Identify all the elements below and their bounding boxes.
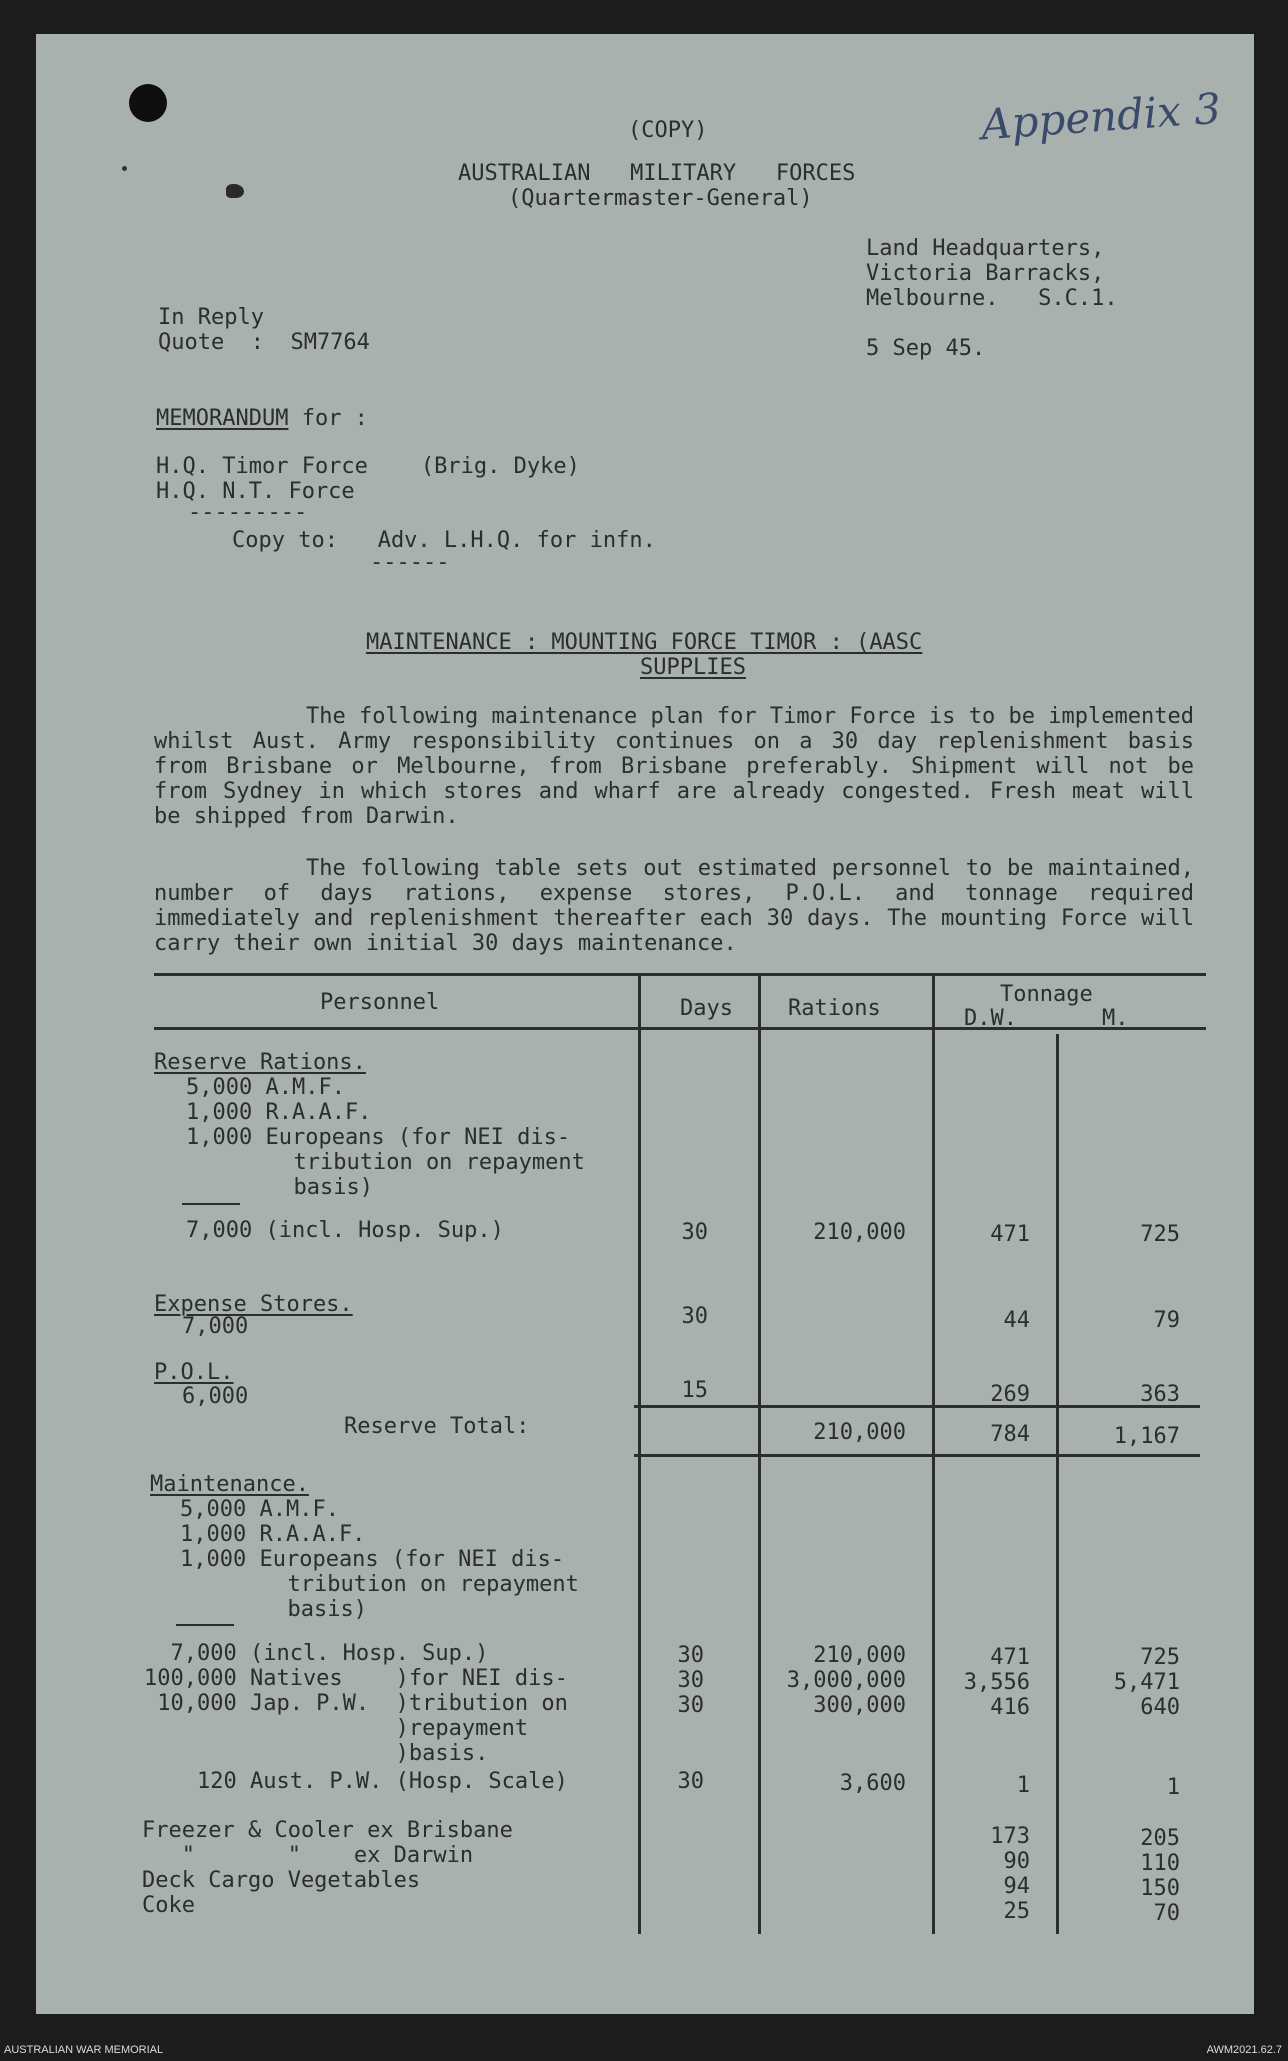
footer-source: AUSTRALIAN WAR MEMORIAL [4,2044,164,2056]
subject-line-1: MAINTENANCE : MOUNTING FORCE TIMOR : (AASC [366,630,923,655]
maintenance-line-3: 1,000 Europeans (for NEI dis- [180,1547,565,1572]
subject-line-2: SUPPLIES [640,655,746,680]
maintenance-row-m: 640 [1140,1695,1180,1720]
maintenance-title: Maintenance. [150,1472,309,1497]
maintenance-line-4: tribution on repayment [261,1572,579,1597]
header-dw: D.W. [964,1006,1017,1031]
punch-hole [129,84,167,122]
maintenance-row-m: 5,471 [1113,1670,1180,1695]
maintenance-row-m: 725 [1140,1645,1180,1670]
reply-label: In Reply [158,305,264,330]
addressee-2: H.Q. N.T. Force [156,479,355,504]
address-line-2: Victoria Barracks, [866,261,1105,286]
column-divider-dw-m [1056,1034,1059,1934]
pol-qty: 6,000 [182,1384,249,1409]
maintenance-row-label: 100,000 Natives )for NEI dis- [144,1666,568,1691]
paragraph-1: The following maintenance plan for Timor Force is to be implemented whilst Aust. Army responsibility continues on a 30 day replenishment basis from Brisbane or Melbourne, from Brisbane preferably. Shipment will not be from Sydney in which stores and wharf are already congested. Fresh meat will be shipped from Darwin. [154,704,1194,829]
organization-title: AUSTRALIAN MILITARY FORCES [458,161,856,186]
reserve-total-rations: 210,000 [813,1420,906,1445]
pw-row-m: 1 [1166,1775,1180,1800]
reserve-dw: 471 [990,1222,1030,1247]
memo-for: for : [288,406,368,431]
maintenance-row-label: 10,000 Jap. P.W. )tribution on [144,1691,568,1716]
freight-row-dw: 90 [1003,1849,1030,1874]
reserve-line-5: basis) [267,1175,373,1200]
reserve-days: 30 [681,1220,708,1245]
ink-blot [226,184,244,198]
reserve-rations-title: Reserve Rations. [154,1050,366,1075]
table-top-rule [154,973,1206,976]
address-line-1: Land Headquarters, [866,236,1105,261]
footer-reference: AWM2021.62.7 [1206,2044,1282,2056]
pol-title: P.O.L. [154,1360,234,1385]
maintenance-row-rations: 300,000 [813,1693,906,1718]
freight-row-m: 205 [1140,1826,1180,1851]
memo-heading [156,406,368,431]
maintenance-row-dw: 471 [990,1645,1030,1670]
copy-label: (COPY) [628,118,708,143]
pw-row-days: 30 [677,1769,704,1794]
maintenance-row-dw: 416 [990,1695,1030,1720]
freight-row-label: " " ex Darwin [142,1843,474,1868]
reserve-total-m: 1,167 [1113,1424,1180,1449]
expense-m: 79 [1153,1308,1180,1333]
header-personnel: Personnel [320,990,440,1015]
freight-row-m: 110 [1140,1851,1180,1876]
branch-title: (Quartermaster-General) [508,186,813,211]
pol-dw: 269 [990,1382,1030,1407]
paragraph-2: The following table sets out estimated personnel to be maintained, number of days rations, expense stores, P.O.L. and tonnage required immediately and replenishment thereafter each 30 days. The mounting Force will carry their own initial 30 days maintenance. [154,856,1194,956]
maintenance-continuation-2: )basis. [144,1741,489,1766]
expense-qty: 7,000 [182,1314,249,1339]
maintenance-row-days: 30 [677,1668,704,1693]
freight-row-label: Coke [142,1893,195,1918]
separator-2: ------ [370,550,450,575]
header-tonnage: Tonnage [1000,982,1093,1007]
freight-row-label: Freezer & Cooler ex Brisbane [142,1818,513,1843]
maintenance-row-rations: 210,000 [813,1643,906,1668]
freight-row-dw: 25 [1003,1899,1030,1924]
maintenance-line-1: 5,000 A.M.F. [180,1497,339,1522]
memo-date: 5 Sep 45. [866,336,986,361]
separator-1: --------- [188,500,308,525]
column-divider-rations [758,974,761,1934]
reserve-line-4: tribution on repayment [267,1150,585,1175]
pol-days: 15 [681,1378,708,1403]
pw-row-rations: 3,600 [839,1771,906,1796]
reserve-line-1: 5,000 A.M.F. [186,1075,345,1100]
reserve-total-dw: 784 [990,1422,1030,1447]
freight-row-m: 150 [1140,1876,1180,1901]
ink-dot [122,166,127,171]
reserve-line-2: 1,000 R.A.A.F. [186,1100,372,1125]
addressee-1: H.Q. Timor Force (Brig. Dyke) [156,454,580,479]
reserve-total-bottom-rule [634,1454,1200,1457]
freight-row-m: 70 [1153,1901,1180,1926]
reserve-line-3: 1,000 Europeans (for NEI dis- [186,1125,571,1150]
document-page [36,34,1254,2014]
maintenance-line-5: basis) [261,1597,367,1622]
expense-dw: 44 [1003,1308,1030,1333]
maintenance-row-label: 7,000 (incl. Hosp. Sup.) [144,1641,489,1666]
pw-row-dw: 1 [1016,1773,1030,1798]
pol-m: 363 [1140,1382,1180,1407]
memo-label: MEMORANDUM [156,406,289,431]
sum-rule [176,1624,234,1626]
column-divider-tonnage [932,974,935,1934]
maintenance-continuation-1: )repayment [144,1716,529,1741]
maintenance-row-days: 30 [677,1693,704,1718]
header-days: Days [680,996,733,1021]
reply-reference: Quote : SM7764 [158,330,370,355]
copy-to-line: Copy to: Adv. L.H.Q. for infn. [232,528,656,553]
reserve-m: 725 [1140,1222,1180,1247]
reserve-total-row-label: Reserve Total: [344,1414,530,1439]
address-line-3: Melbourne. S.C.1. [866,286,1118,311]
header-rations: Rations [788,996,881,1021]
maintenance-row-rations: 3,000,000 [786,1668,906,1693]
freight-row-label: Deck Cargo Vegetables [142,1868,421,1893]
reserve-rations: 210,000 [813,1220,906,1245]
table-header-rule [154,1027,1206,1030]
reserve-total-label: 7,000 (incl. Hosp. Sup.) [186,1218,504,1243]
header-m: M. [1102,1006,1129,1031]
expense-stores-title: Expense Stores. [154,1292,353,1317]
handwritten-annotation: Appendix 3 [979,83,1223,150]
sum-rule [182,1203,240,1205]
maintenance-row-days: 30 [677,1643,704,1668]
maintenance-row-dw: 3,556 [963,1670,1030,1695]
column-divider-days [638,974,641,1934]
maintenance-line-2: 1,000 R.A.A.F. [180,1522,366,1547]
freight-row-dw: 173 [990,1824,1030,1849]
freight-row-dw: 94 [1003,1874,1030,1899]
expense-days: 30 [681,1304,708,1329]
pw-row-label: 120 Aust. P.W. (Hosp. Scale) [144,1769,568,1794]
